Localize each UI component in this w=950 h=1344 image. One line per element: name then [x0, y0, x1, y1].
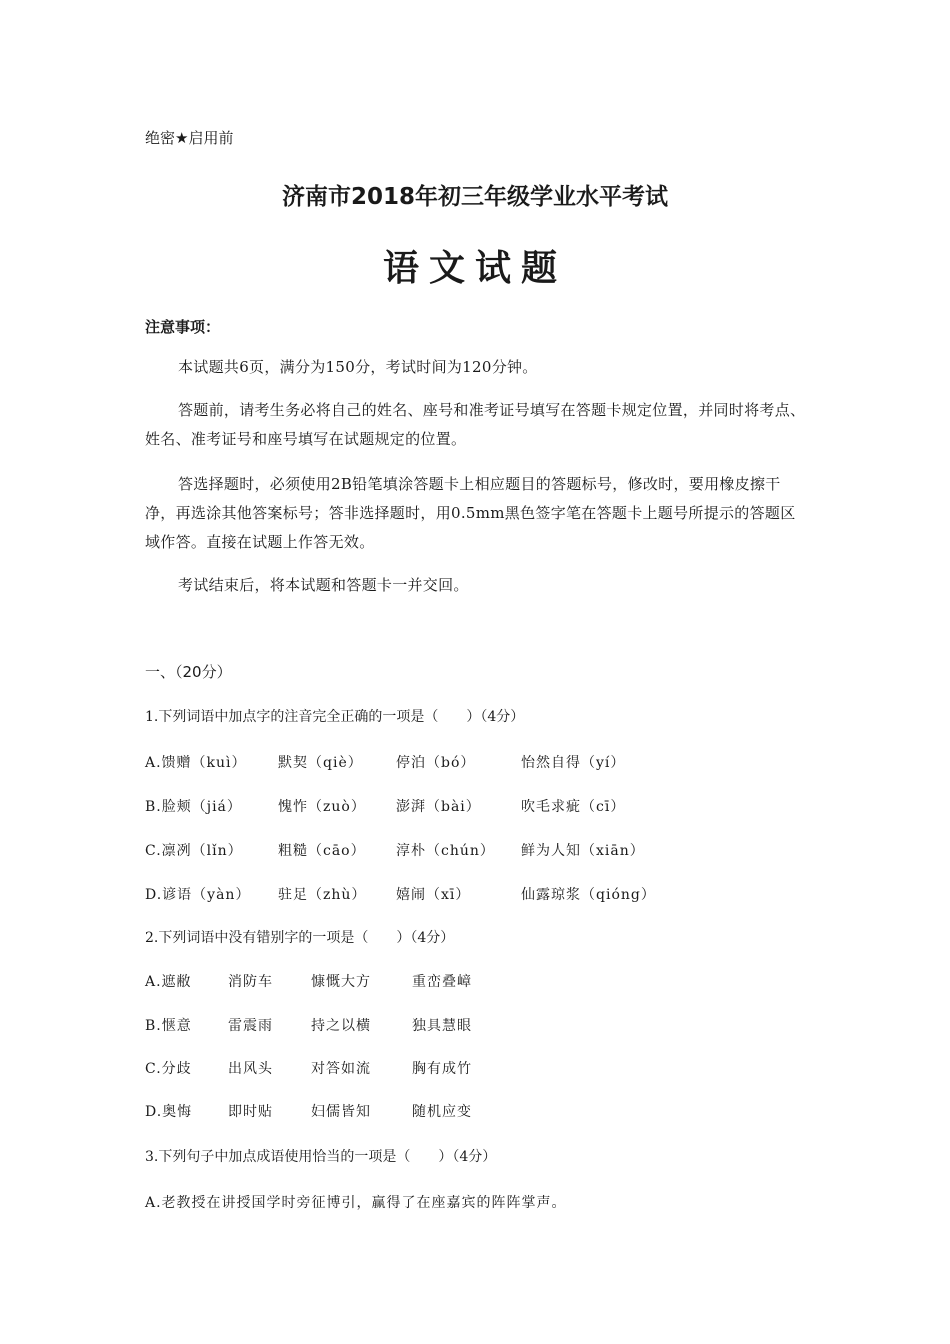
notice-heading: 注意事项：: [145, 318, 221, 336]
exam-title: 济南市2018年初三年级学业水平考试: [281, 184, 668, 210]
q1-option-c-3: 淳朴（chún）: [396, 843, 495, 859]
q2-option-c-4: 胸有成竹: [412, 1061, 472, 1077]
question-1-stem: 1.下列词语中加点字的注音完全正确的一项是（ ）（4分）: [145, 709, 525, 725]
q2-option-d-1: D.奥悔: [145, 1104, 193, 1120]
q1-option-d-2: 驻足（zhù）: [278, 887, 367, 903]
q2-option-a-4: 重峦叠嶂: [412, 974, 472, 990]
notice-paragraph-1: 本试题共6页，满分为150分，考试时间为120分钟。: [178, 358, 538, 376]
subject-title: 语文试题: [382, 248, 567, 289]
q1-option-c-4: 鲜为人知（xiān）: [521, 843, 645, 859]
confidential-label: 绝密★启用前: [145, 129, 234, 147]
q1-option-c-2: 粗糙（cāo）: [278, 843, 366, 859]
q2-option-b-2: 雷震雨: [228, 1018, 273, 1034]
q2-option-b-4: 独具慧眼: [412, 1018, 472, 1034]
q1-option-d-1: D.谚语（yàn）: [145, 887, 251, 903]
question-3-stem: 3.下列句子中加点成语使用恰当的一项是（ ）（4分）: [145, 1149, 497, 1165]
q2-option-d-2: 即时贴: [228, 1104, 273, 1120]
q2-option-a-2: 消防车: [228, 974, 273, 990]
q2-option-c-1: C.分歧: [145, 1061, 192, 1077]
question-2-stem: 2.下列词语中没有错别字的一项是（ ）（4分）: [145, 930, 455, 946]
q2-option-a-3: 慷慨大方: [311, 974, 371, 990]
q2-option-d-4: 随机应变: [412, 1104, 472, 1120]
q2-option-c-3: 对答如流: [311, 1061, 371, 1077]
q1-option-b-4: 吹毛求疵（cī）: [521, 799, 626, 815]
q1-option-d-4: 仙露琼浆（qióng）: [521, 887, 656, 903]
q1-option-b-2: 愧怍（zuò）: [278, 799, 366, 815]
q2-option-b-3: 持之以横: [311, 1018, 371, 1034]
notice-paragraph-4: 考试结束后，将本试题和答题卡一并交回。: [178, 576, 469, 594]
q1-option-a-4: 怡然自得（yí）: [521, 755, 626, 771]
q1-option-b-3: 澎湃（bài）: [396, 799, 481, 815]
q3-option-a: A.老教授在讲授国学时旁征博引，赢得了在座嘉宾的阵阵掌声。: [145, 1195, 567, 1211]
q1-option-a-1: A.馈赠（kuì）: [145, 755, 247, 771]
q1-option-b-1: B.脸颊（jiá）: [145, 799, 242, 815]
notice-paragraph-2: 答题前，请考生务必将自己的姓名、座号和准考证号填写在答题卡规定位置，并同时将考点、姓名、准考证号和座号填写在试题规定的位置。: [145, 401, 806, 448]
q1-option-a-2: 默契（qiè）: [278, 755, 363, 771]
section-heading: 一、（20分）: [145, 663, 232, 681]
q1-option-d-3: 嬉闹（xī）: [396, 887, 471, 903]
q2-option-c-2: 出风头: [228, 1061, 273, 1077]
notice-paragraph-3: 答选择题时，必须使用2B铅笔填涂答题卡上相应题目的答题标号，修改时，要用橡皮擦干净，再选涂其他答案标号；答非选择题时，用0.5mm黑色签字笔在答题卡上题号所提示的答题区域作答。直接在试题上作答无效。: [145, 475, 796, 551]
q2-option-b-1: B.惬意: [145, 1018, 192, 1034]
q1-option-a-3: 停泊（bó）: [396, 755, 476, 771]
q2-option-d-3: 妇儒皆知: [311, 1104, 371, 1120]
q2-option-a-1: A.遮敝: [145, 974, 192, 990]
q1-option-c-1: C.凛冽（lǐn）: [145, 843, 243, 859]
